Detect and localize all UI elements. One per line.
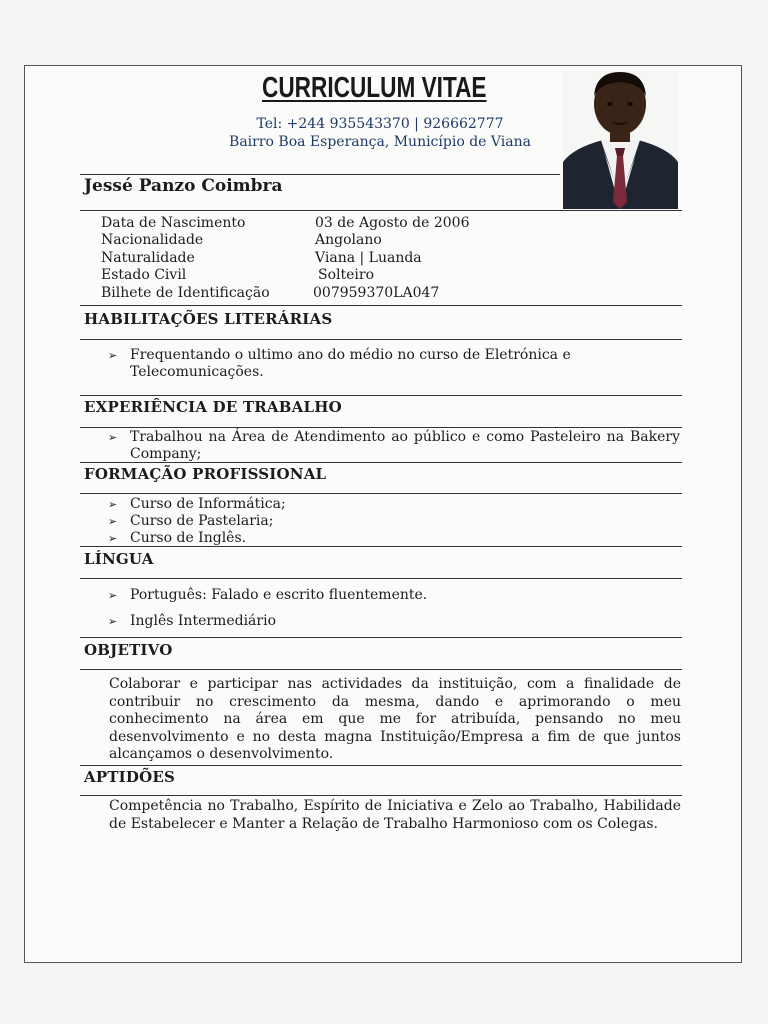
divider: [80, 174, 560, 175]
list-item: ➢ Português: Falado e escrito fluentemente.: [108, 587, 428, 603]
info-label-birthplace: Naturalidade: [101, 250, 195, 266]
divider: [80, 637, 682, 638]
divider: [80, 765, 682, 766]
info-label-marital-status: Estado Civil: [101, 267, 187, 283]
arrow-bullet-icon: ➢: [108, 431, 118, 444]
arrow-bullet-icon: ➢: [108, 589, 118, 602]
info-value-id-card: 007959370LA047: [313, 285, 440, 301]
divider: [80, 578, 682, 579]
skills-text: Competência no Trabalho, Espírito de Iniciativa e Zelo ao Trabalho, Habilidade de Estabelecer e Manter a Relação de Trabalho Harmonioso com os Colegas.: [109, 798, 681, 832]
arrow-bullet-icon: ➢: [108, 615, 118, 628]
section-title-language: LÍNGUA: [84, 550, 154, 568]
divider: [80, 795, 682, 796]
section-title-objective: OBJETIVO: [84, 641, 173, 659]
section-title-education: HABILITAÇÕES LITERÁRIAS: [84, 310, 333, 328]
divider: [80, 462, 682, 463]
list-item: ➢ Inglês Intermediário: [108, 613, 277, 629]
list-item: ➢ Trabalhou na Área de Atendimento ao público e como Pasteleiro na Bakery Company;: [108, 429, 680, 462]
info-label-birthdate: Data de Nascimento: [101, 215, 246, 231]
info-value-birthplace: Viana | Luanda: [315, 250, 422, 266]
list-item: ➢ Frequentando o ultimo ano do médio no curso de Eletrónica e Telecomunicações.: [108, 347, 571, 380]
divider: [80, 493, 682, 494]
contact-address: Bairro Boa Esperança, Município de Viana: [229, 134, 531, 150]
contact-phone: Tel: +244 935543370 | 926662777: [256, 116, 504, 132]
list-item: ➢ Curso de Inglês.: [108, 530, 247, 546]
info-value-nationality: Angolano: [315, 232, 382, 248]
list-item: ➢ Curso de Pastelaria;: [108, 513, 274, 529]
document-title: CURRICULUM VITAE: [262, 72, 487, 104]
info-label-id-card: Bilhete de Identificação: [101, 285, 270, 301]
divider: [80, 339, 682, 340]
section-title-training: FORMAÇÃO PROFISSIONAL: [84, 465, 327, 483]
info-value-birthdate: 03 de Agosto de 2006: [315, 215, 470, 231]
divider: [80, 546, 682, 547]
list-item: ➢ Curso de Informática;: [108, 496, 286, 512]
divider: [80, 210, 682, 211]
info-value-marital-status: Solteiro: [318, 267, 375, 283]
divider: [80, 669, 682, 670]
section-title-experience: EXPERIÊNCIA DE TRABALHO: [84, 398, 342, 416]
divider: [80, 427, 682, 428]
candidate-name: Jessé Panzo Coimbra: [84, 176, 283, 196]
divider: [80, 395, 682, 396]
arrow-bullet-icon: ➢: [108, 532, 118, 545]
arrow-bullet-icon: ➢: [108, 349, 118, 362]
arrow-bullet-icon: ➢: [108, 515, 118, 528]
arrow-bullet-icon: ➢: [108, 498, 118, 511]
section-title-skills: APTIDÕES: [84, 768, 176, 786]
profile-photo: [563, 70, 678, 209]
objective-text: Colaborar e participar nas actividades da instituição, com a finalidade de contribuir no crescimento da mesma, dando e aprimorando o meu conhecimento na área em que me for atribuída, pensando no meu desenvolvimento e no desta magna Instituição/Empresa a fim de que juntos alcançamos o desenvolvimento.: [109, 676, 681, 762]
info-label-nationality: Nacionalidade: [101, 232, 204, 248]
divider: [80, 305, 682, 306]
